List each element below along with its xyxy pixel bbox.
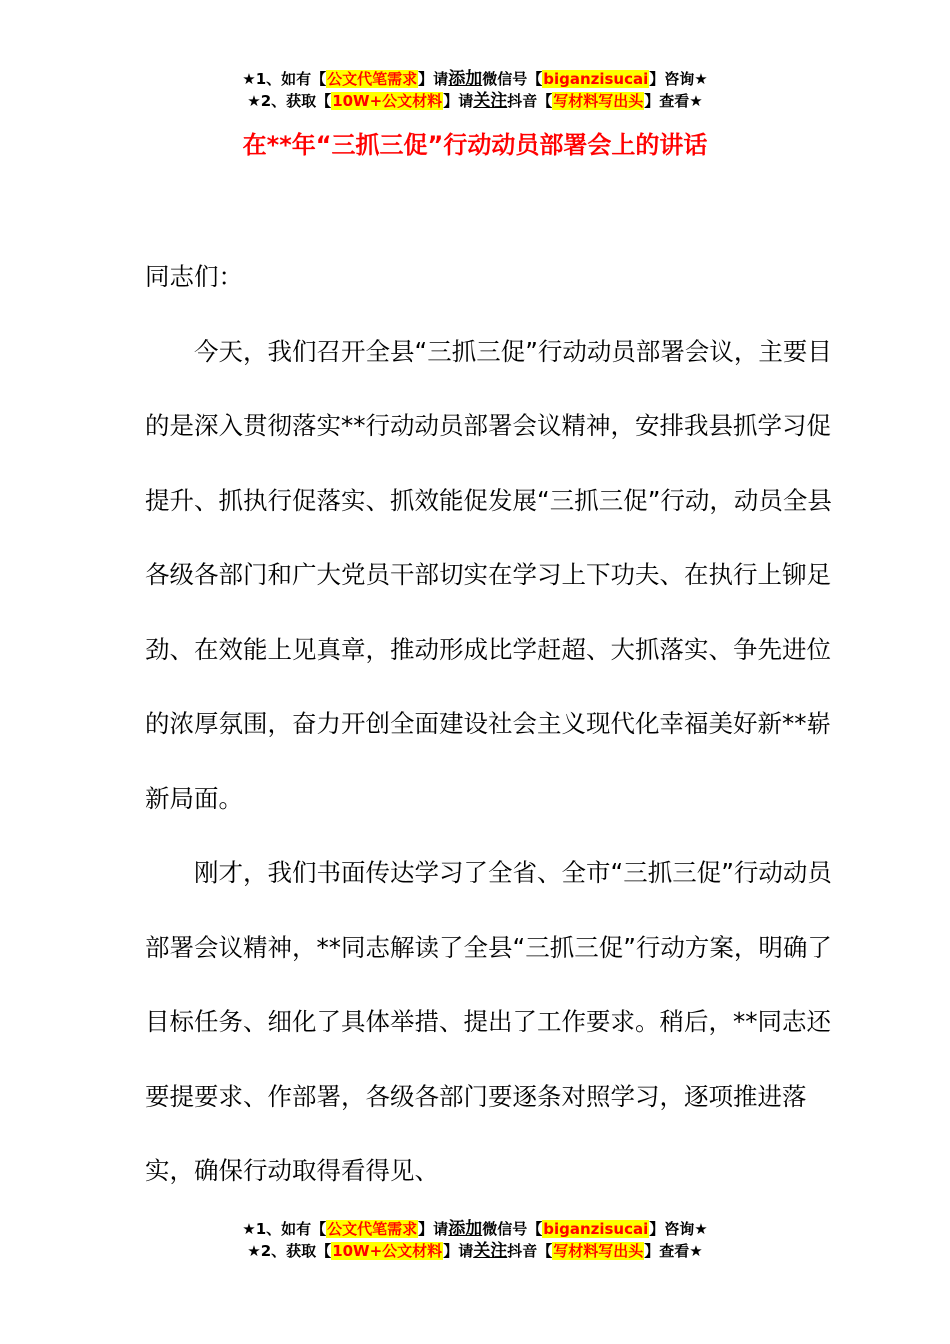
promo-underline-follow: 关注 bbox=[473, 91, 508, 111]
promo-highlight-materials: 10W+公文材料 bbox=[332, 92, 443, 110]
promo-text: 】查看★ bbox=[644, 1242, 703, 1260]
promo-line-2 bbox=[0, 1240, 950, 1262]
promo-highlight-service: 公文代笔需求 bbox=[327, 70, 418, 88]
document-title: 在**年“三抓三促”行动动员部署会上的讲话 bbox=[242, 131, 708, 159]
promo-underline-add: 添加 bbox=[448, 69, 483, 89]
promo-text: 】请 bbox=[443, 92, 474, 110]
promo-highlight-wechat-id: biganzisucai bbox=[543, 1220, 649, 1238]
promo-text: 抖音【 bbox=[507, 92, 553, 110]
paragraph: 今天，我们召开全县“三抓三促”行动动员部署会议，主要目的是深入贯彻落实**行动动员部署会议精神，安排我县抓学习促提升、抓执行促落实、抓效能促发展“三抓三促”行动，动员全县各级各部门和广大党员干部切实在学习上下功夫、在执行上铆足劲、在效能上见真章，推动形成比学赶超、大抓落实、争先进位的浓厚氛围，奋力开创全面建设社会主义现代化幸福美好新**崭新局面。 bbox=[145, 336, 832, 813]
promo-text: ★2、获取【 bbox=[247, 92, 332, 110]
promo-text: 抖音【 bbox=[507, 1242, 553, 1260]
promo-text: 】咨询★ bbox=[649, 1220, 708, 1238]
promo-text: 】咨询★ bbox=[649, 70, 708, 88]
promo-text: 】请 bbox=[418, 70, 449, 88]
paragraph: 刚才，我们书面传达学习了全省、全市“三抓三促”行动动员部署会议精神，**同志解读了全县“三抓三促”行动方案，明确了目标任务、细化了具体举措、提出了工作要求。稍后，**同志还要提要求、作部署，各级各部门要逐条对照学习，逐项推进落实，确保行动取得看得见、 bbox=[145, 858, 832, 1185]
promo-text: 】请 bbox=[443, 1242, 474, 1260]
promo-text: 】查看★ bbox=[644, 92, 703, 110]
promo-text: 】请 bbox=[418, 1220, 449, 1238]
promo-underline-add: 添加 bbox=[448, 1219, 483, 1239]
footer-promo bbox=[0, 1218, 950, 1262]
promo-text: ★2、获取【 bbox=[247, 1242, 332, 1260]
promo-text: ★1、如有【 bbox=[242, 70, 327, 88]
promo-highlight-douyin: 写材料写出头 bbox=[553, 92, 644, 110]
promo-text: ★1、如有【 bbox=[242, 1220, 327, 1238]
document-body bbox=[145, 240, 835, 1209]
promo-highlight-wechat-id: biganzisucai bbox=[543, 70, 649, 88]
promo-highlight-douyin: 写材料写出头 bbox=[553, 1242, 644, 1260]
promo-line-1 bbox=[0, 68, 950, 90]
promo-line-2 bbox=[0, 90, 950, 112]
promo-text: 微信号【 bbox=[482, 70, 543, 88]
promo-text: 微信号【 bbox=[482, 1220, 543, 1238]
promo-highlight-service: 公文代笔需求 bbox=[327, 1220, 418, 1238]
header-promo bbox=[0, 68, 950, 112]
promo-underline-follow: 关注 bbox=[473, 1241, 508, 1261]
salutation: 同志们： bbox=[145, 262, 243, 291]
promo-line-1 bbox=[0, 1218, 950, 1240]
promo-highlight-materials: 10W+公文材料 bbox=[332, 1242, 443, 1260]
